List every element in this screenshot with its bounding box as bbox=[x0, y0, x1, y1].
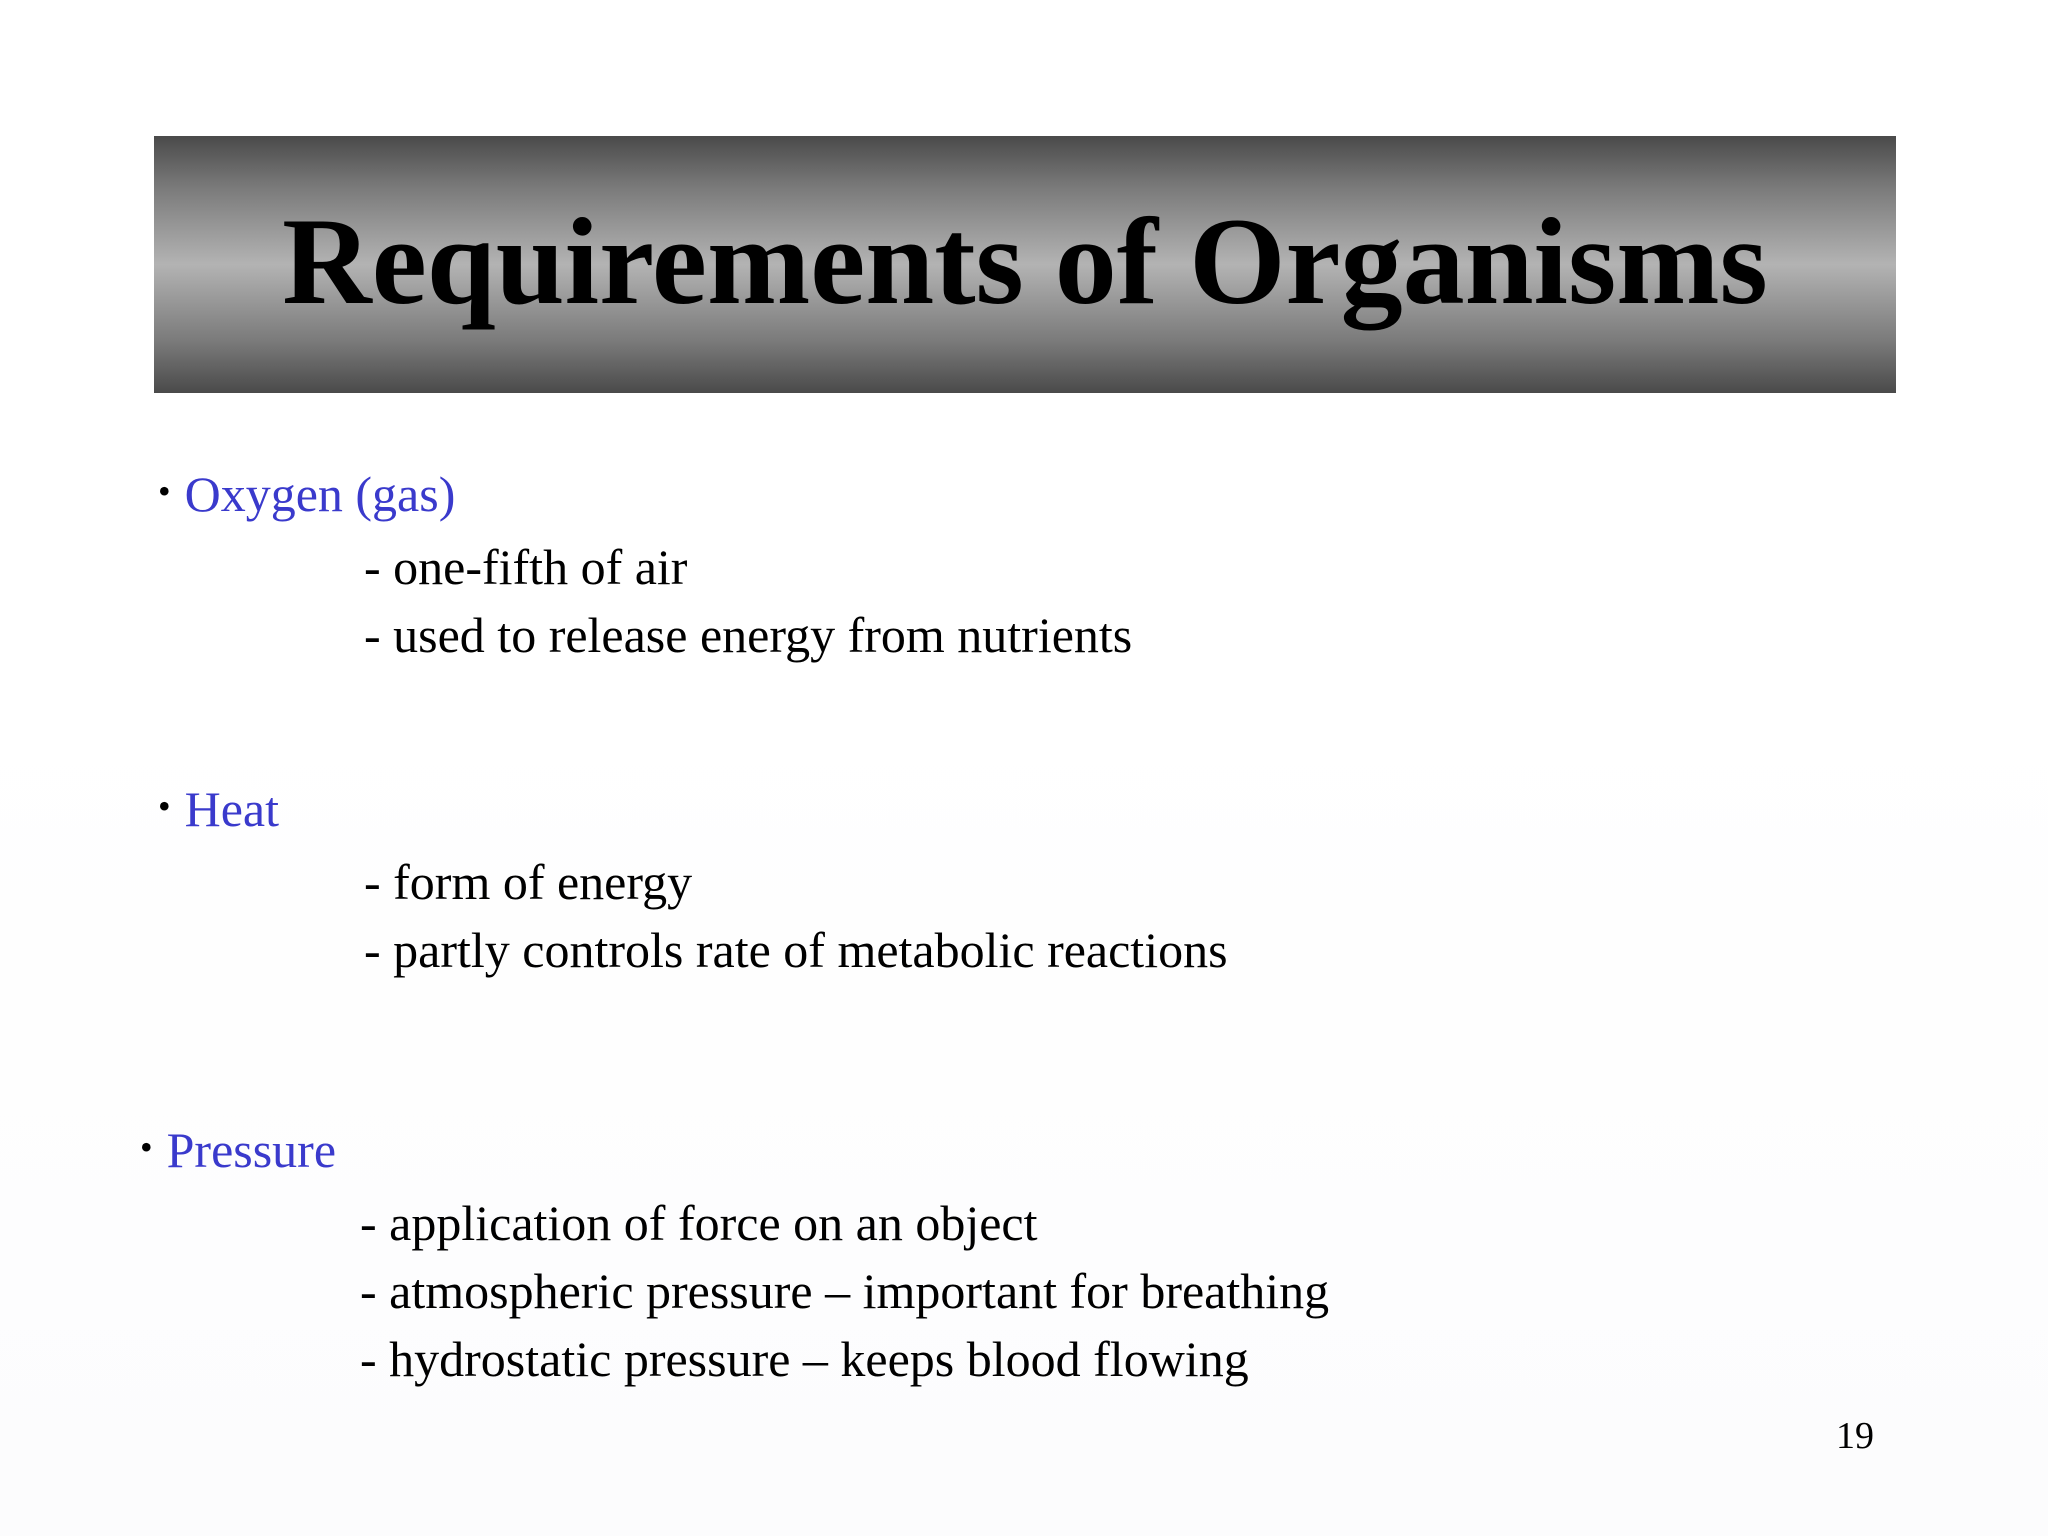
section-heat bbox=[158, 775, 1228, 984]
slide-title: Requirements of Organisms bbox=[282, 192, 1768, 330]
bullet-icon: • bbox=[158, 471, 171, 511]
sub-point: - form of energy bbox=[364, 854, 693, 910]
sub-point: - atmospheric pressure – important for breathing bbox=[360, 1263, 1330, 1319]
bullet-icon: • bbox=[140, 1127, 153, 1167]
sub-point: - used to release energy from nutrients bbox=[364, 607, 1133, 663]
sub-point: - partly controls rate of metabolic reactions bbox=[364, 922, 1228, 978]
section-pressure bbox=[140, 1116, 1329, 1393]
bullet-heading-line bbox=[158, 775, 1228, 848]
sub-point: - one-fifth of air bbox=[364, 539, 688, 595]
sub-point: - application of force on an object bbox=[360, 1195, 1038, 1251]
section-heading: Pressure bbox=[166, 1122, 337, 1178]
bullet-heading-line bbox=[140, 1116, 1329, 1189]
page-number: 19 bbox=[1836, 1415, 1874, 1457]
sub-point: - hydrostatic pressure – keeps blood flowing bbox=[360, 1331, 1249, 1387]
section-heading: Oxygen (gas) bbox=[184, 466, 456, 522]
section-heading: Heat bbox=[184, 781, 279, 837]
bullet-heading-line bbox=[158, 460, 1132, 533]
section-oxygen bbox=[158, 460, 1132, 669]
bullet-icon: • bbox=[158, 786, 171, 826]
title-bar bbox=[154, 136, 1896, 393]
